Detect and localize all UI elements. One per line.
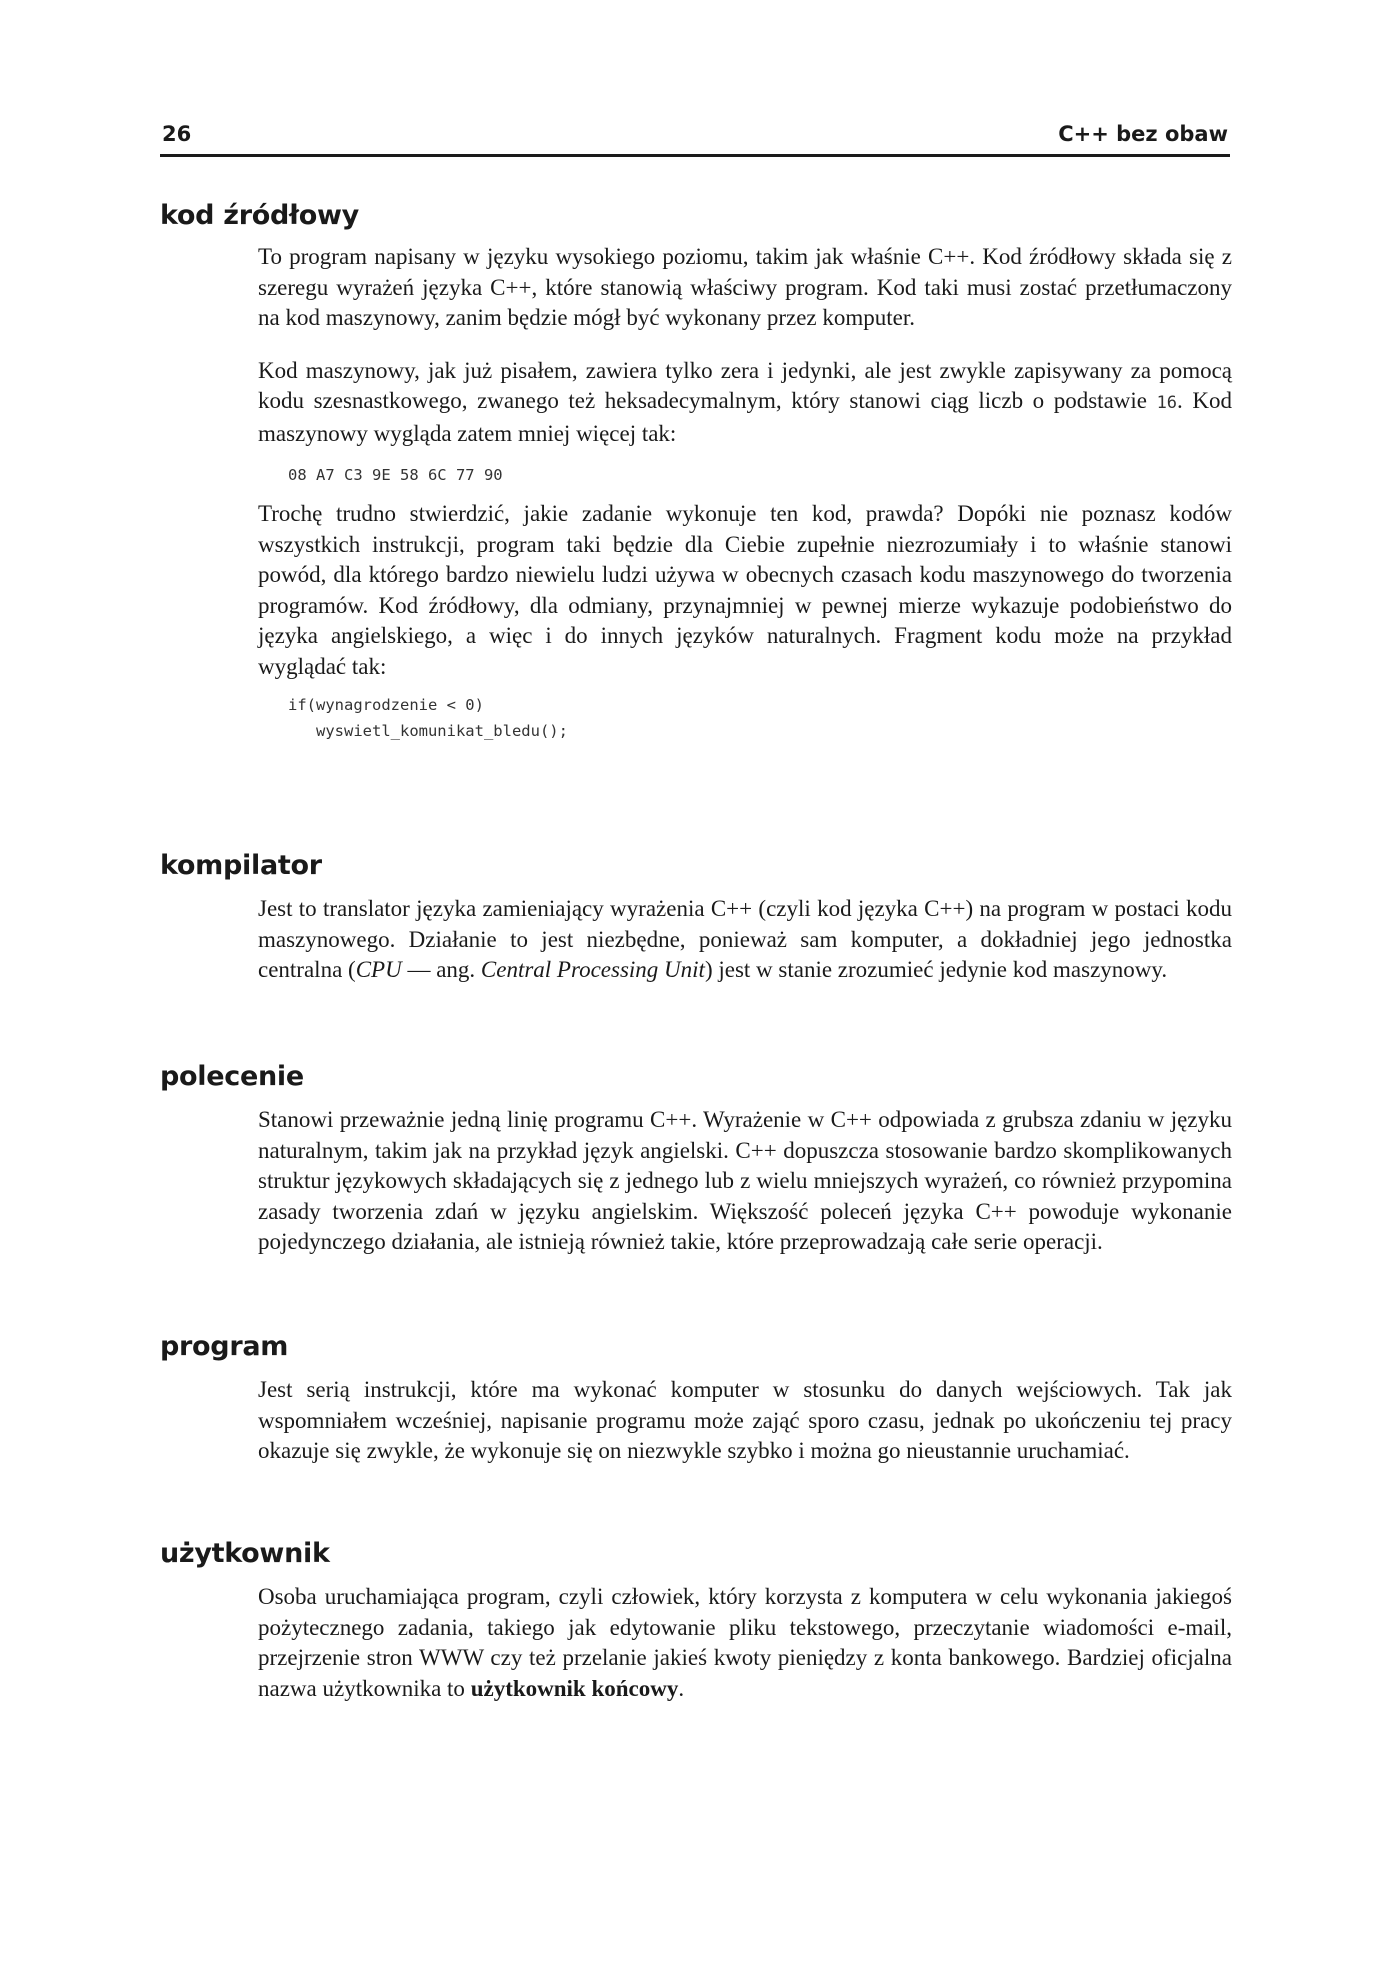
glossary-definition (258, 894, 1232, 986)
paragraph: Jest to translator języka zamieniający wyrażenia C++ (czyli kod języka C++) na program w postaci kodu maszynowego. Działanie to jest niezbędne, ponieważ sam komputer, a dokładniej jego jednostka centralna (CPU — ang. Central Processing Unit) jest w stanie zrozumieć jedynie kod maszynowy. (258, 896, 1232, 982)
glossary-term: program (160, 1331, 289, 1362)
running-header (160, 118, 1230, 157)
glossary-entry-uzytkownik (160, 1536, 1232, 1704)
glossary-definition (258, 1105, 1232, 1258)
paragraph: Stanowi przeważnie jedną linię programu C++. Wyrażenie w C++ odpowiada z grubsza zdaniu w języku naturalnym, takim jak na przykład język angielski. C++ dopuszcza stosowanie bardzo skomplikowanych struktur językowych składających się z jednego lub z wielu mniejszych wyrażeń, co również przypomina zasady tworzenia zdań w języku angielskim. Większość poleceń języka C++ powoduje wykonanie pojedynczego działania, ale istnieją również takie, które przeprowadzają całe serie operacji. (258, 1107, 1232, 1254)
code-line: 08 A7 C3 9E 58 6C 77 90 (288, 466, 503, 484)
glossary-term: użytkownik (160, 1538, 330, 1569)
paragraph: Osoba uruchamiająca program, czyli człowiek, który korzysta z komputera w celu wykonania jakiegoś pożytecznego zadania, takiego jak edytowanie pliku tekstowego, przeczytanie wiadomości e-mail, przejrzenie stron WWW czy też przelanie jakieś kwoty pieniędzy z konta bankowego. Bardziej oficjalna nazwa użytkownika to użytkownik końcowy. (258, 1584, 1232, 1701)
glossary-term: kompilator (160, 850, 322, 881)
inline-number: 16 (1156, 393, 1178, 413)
glossary-entry-kod-zrodlowy (160, 198, 1232, 755)
glossary-definition (258, 1375, 1232, 1467)
glossary-term: polecenie (160, 1061, 304, 1092)
code-line: wyswietl_komunikat_bledu(); (288, 722, 568, 740)
book-title: C++ bez obaw (1058, 122, 1228, 146)
glossary-term: kod źródłowy (160, 200, 359, 231)
code-block-cpp (258, 692, 1232, 744)
glossary-definition (258, 1582, 1232, 1704)
glossary-definition (258, 242, 1232, 744)
code-line: if(wynagrodzenie < 0) (288, 696, 484, 714)
glossary-entry-kompilator (160, 848, 1232, 986)
paragraph: Jest serią instrukcji, które ma wykonać komputer w stosunku do danych wejściowych. Tak jak wspomniałem wcześniej, napisanie programu może zająć sporo czasu, jednak po ukończeniu tej pracy okazuje się zwykle, że wykonuje się on niezwykle szybko i można go nieustannie uruchamiać. (258, 1377, 1232, 1463)
page-number: 26 (162, 122, 192, 146)
paragraph: Trochę trudno stwierdzić, jakie zadanie wykonuje ten kod, prawda? Dopóki nie poznasz kodów wszystkich instrukcji, program taki będzie dla Ciebie zupełnie niezrozumiały i to właśnie stanowi powód, dla którego bardzo niewielu ludzi używa w obecnych czasach kodu maszynowego do tworzenia programów. Kod źródłowy, dla odmiany, przynajmniej w pewnej mierze wykazuje podobieństwo do języka angielskiego, a więc i do innych języków naturalnych. Fragment kodu może na przykład wyglądać tak: (258, 501, 1232, 679)
glossary-entry-program (160, 1329, 1232, 1467)
paragraph: To program napisany w języku wysokiego poziomu, takim jak właśnie C++. Kod źródłowy składa się z szeregu wyrażeń języka C++, które stanowią właściwy program. Kod taki musi zostać przetłumaczony na kod maszynowy, zanim będzie mógł być wykonany przez komputer. (258, 244, 1232, 330)
code-block-hex (258, 462, 1232, 488)
glossary-entry-polecenie (160, 1059, 1232, 1258)
paragraph: Kod maszynowy, jak już pisałem, zawiera tylko zera i jedynki, ale jest zwykle zapisywany za pomocą kodu szesnastkowego, zwanego też heksadecymalnym, który stanowi ciąg liczb o podstawie 16. Kod maszynowy wygląda zatem mniej więcej tak: (258, 357, 1232, 446)
